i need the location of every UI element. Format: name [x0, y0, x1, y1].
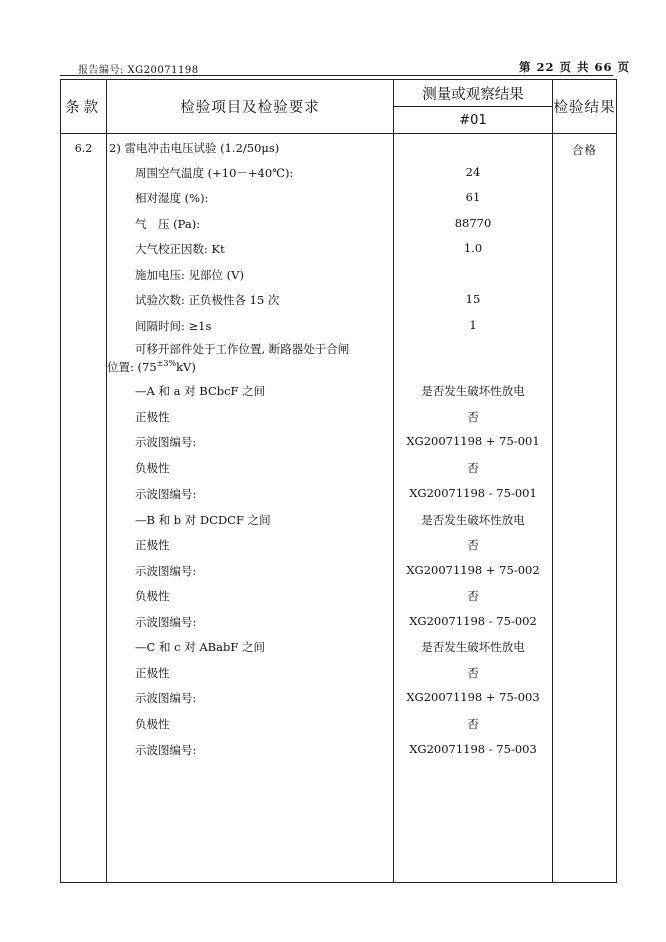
page-info: 第 22 页 共 66 页: [519, 60, 631, 74]
item-text: 试验次数: 正负极性各 15 次: [135, 293, 280, 307]
measure-cell: [394, 134, 553, 883]
item-row: [135, 318, 211, 334]
clause-number: 6.2: [74, 142, 93, 155]
measure-value: 是否发生破坏性放电: [421, 384, 525, 398]
measure-value: 否: [467, 589, 479, 603]
result-value: 合格: [572, 143, 597, 157]
item-text: 示波图编号:: [135, 743, 197, 757]
measure-value: XG20071198 - 75-001: [409, 486, 537, 500]
item-text: 示波图编号:: [135, 691, 197, 705]
item-text: 气 压 (Pa):: [135, 217, 201, 231]
table-body-row: [61, 134, 617, 883]
inspection-table: [60, 79, 617, 883]
measure-value: XG20071198 + 75-001: [406, 434, 540, 448]
item-row: [135, 216, 200, 232]
item-text: 示波图编号:: [135, 435, 197, 449]
item-row: [135, 241, 225, 257]
item-text: —A 和 a 对 BCbcF 之间: [135, 384, 266, 398]
item-row: [135, 588, 170, 604]
item-cell: [107, 134, 394, 883]
item-row: [135, 292, 279, 308]
measure-value: XG20071198 + 75-002: [406, 563, 540, 577]
item-row: [135, 742, 196, 758]
item-row: [135, 460, 170, 476]
item-row: [107, 359, 196, 375]
item-text: 周围空气温度 (+10－+40℃):: [135, 166, 294, 180]
clause-header-cell: [61, 80, 107, 134]
item-header: 检验项目及检验要求: [180, 100, 320, 116]
item-text: 间隔时间: ≥1s: [135, 319, 212, 333]
item-row: [135, 563, 196, 579]
item-text-after: kV): [176, 360, 196, 374]
item-row: [135, 409, 170, 425]
item-row: [135, 383, 265, 399]
item-text: 2) 雷电冲击电压试验 (1.2/50μs): [109, 141, 280, 155]
measure-value: 否: [467, 410, 479, 424]
measure-value: 88770: [454, 216, 492, 230]
item-text: 正极性: [135, 666, 170, 680]
item-text: 负极性: [135, 461, 170, 475]
measure-column: [394, 134, 552, 882]
measure-value: 61: [465, 190, 481, 204]
item-row: [135, 341, 349, 357]
item-row: [135, 639, 265, 655]
measure-value: 是否发生破坏性放电: [421, 640, 525, 654]
item-row: [135, 716, 170, 732]
voltage-tolerance: ±3%: [156, 359, 177, 369]
clause-header: 条款: [65, 100, 102, 116]
item-text: 负极性: [135, 589, 170, 603]
measure-value: XG20071198 - 75-002: [409, 614, 537, 628]
report-number: 报告编号: XG20071198: [78, 65, 199, 76]
item-text: —B 和 b 对 DCDCF 之间: [135, 513, 271, 527]
item-text: 大气校正因数: Kt: [135, 242, 225, 256]
measure-value: 否: [467, 538, 479, 552]
item-header-cell: [107, 80, 394, 134]
item-text: —C 和 c 对 ABabF 之间: [135, 640, 265, 654]
measure-value: XG20071198 + 75-003: [406, 690, 540, 704]
measure-value: 1: [469, 318, 477, 332]
result-cell: [553, 134, 617, 883]
item-row: [135, 165, 293, 181]
item-row: [135, 190, 208, 206]
item-row: [135, 486, 196, 502]
item-row: [135, 665, 170, 681]
item-row: [135, 537, 170, 553]
clause-cell: [61, 134, 107, 883]
result-header-cell: [553, 80, 617, 134]
sample-header: #01: [459, 112, 487, 128]
measure-value: 否: [467, 717, 479, 731]
table-header-row: [61, 80, 617, 134]
item-row: [135, 512, 271, 528]
items-column: [107, 134, 393, 882]
item-text: 施加电压: 见部位 (V): [135, 268, 244, 282]
item-text: 正极性: [135, 410, 170, 424]
item-text: 正极性: [135, 538, 170, 552]
item-row: [135, 434, 196, 450]
measure-value: 否: [467, 666, 479, 680]
result-header: 检验结果: [553, 100, 616, 116]
item-text: 示波图编号:: [135, 564, 197, 578]
measure-value: 15: [465, 292, 481, 306]
item-text: 位置: (75: [107, 360, 157, 374]
measure-value: 否: [467, 461, 479, 475]
measure-header: 测量或观察结果: [394, 80, 552, 107]
item-text: 相对湿度 (%):: [135, 191, 209, 205]
item-row: [109, 140, 279, 156]
measure-value: 24: [465, 165, 481, 179]
measure-value: 是否发生破坏性放电: [421, 513, 525, 527]
header-rule: [60, 75, 613, 76]
item-row: [135, 614, 196, 630]
item-row: [135, 690, 196, 706]
measure-value: 1.0: [463, 241, 483, 255]
item-row: [135, 267, 244, 283]
item-text: 负极性: [135, 717, 170, 731]
measure-header-cell: [394, 80, 553, 134]
item-text: 示波图编号:: [135, 487, 197, 501]
item-text: 可移开部件处于工作位置, 断路器处于合闸: [135, 342, 350, 356]
item-text: 示波图编号:: [135, 615, 197, 629]
measure-value: XG20071198 - 75-003: [409, 742, 537, 756]
